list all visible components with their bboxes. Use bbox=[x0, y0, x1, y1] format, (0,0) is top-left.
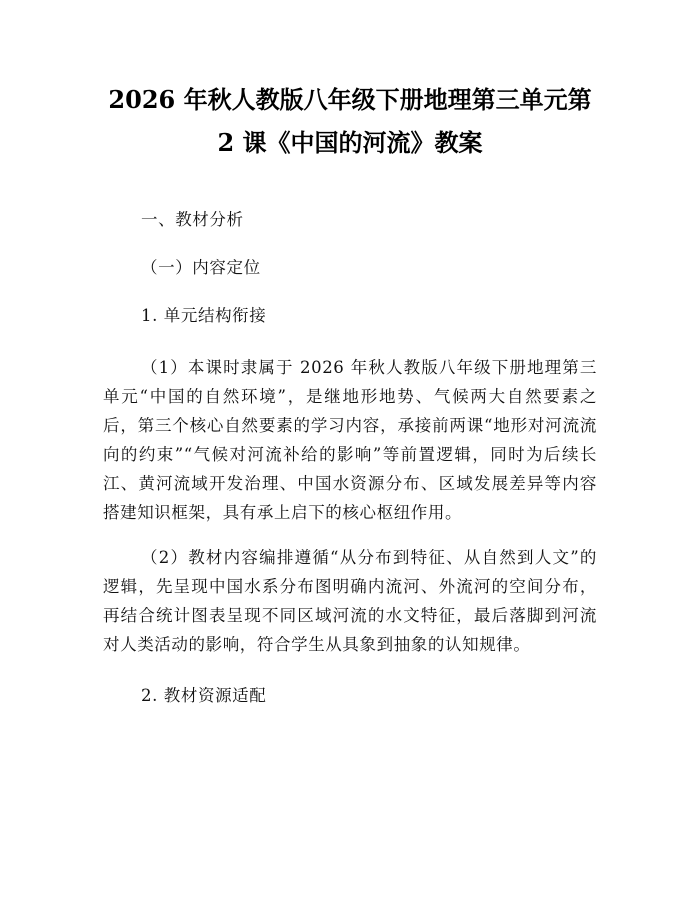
item-heading-textbook-resources: 2. 教材资源适配 bbox=[141, 686, 267, 705]
document-title bbox=[103, 78, 597, 164]
subsection-heading-content-positioning: （一）内容定位 bbox=[141, 258, 261, 277]
title-line-2: 2 课《中国的河流》教案 bbox=[217, 128, 483, 157]
section-heading-textbook-analysis: 一、教材分析 bbox=[141, 210, 244, 229]
paragraph-unit-structure-2: （2）教材内容编排遵循“从分布到特征、从自然到人文”的逻辑，先呈现中国水系分布图明确内流河、外流河的空间分布，再结合统计图表呈现不同区域河流的水文特征，最后落脚到河流对人类活动的影响，符合学生从具象到抽象的认知规律。 bbox=[103, 548, 597, 654]
item-heading-unit-structure: 1. 单元结构衔接 bbox=[141, 306, 267, 325]
title-spacing bbox=[103, 164, 597, 209]
title-line-1: 2026 年秋人教版八年级下册地理第三单元第 bbox=[108, 85, 592, 114]
paragraph-unit-structure-1: （1）本课时隶属于 2026 年秋人教版八年级下册地理第三单元“中国的自然环境”，是继地形地势、气候两大自然要素之后，第三个核心自然要素的学习内容，承接前两课“地形对河流流向的约束”“气候对河流补给的影响”等前置逻辑，同时为后续长江、黄河流域开发治理、中国水资源分布、区域发展差异等内容搭建知识框架，具有承上启下的核心枢纽作用。 bbox=[103, 358, 597, 522]
document-body bbox=[103, 209, 597, 707]
